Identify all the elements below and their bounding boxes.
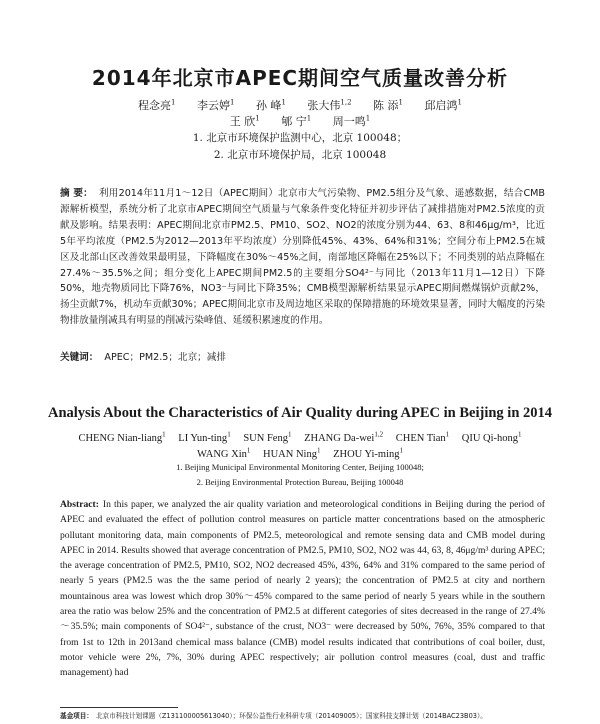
author-name: SUN Feng$^1$ bbox=[243, 430, 292, 444]
english-abstract-text: In this paper, we analyzed the air quality variation and meteorological conditions in Beijing during the period of APEC and evaluated the effect of pollution control measures on particle matter concentrations based on the atmospheric pollutant monitoring data, main components of PM2.5, meteorological and remote sensing data and CMB model during APEC in 2014. Results showed that average concentration of PM2.5, PM10, SO2, NO2 was 44, 63, 8, 46μg/m³ during APEC; the average concentration of PM2.5, PM10, SO2, NO2 decreased 45%, 43%, 64% and 31% compared to the same period of nearly 5 years (PM2.5 was the the same period of nearly 2 years); the concentration of PM2.5 at city and northern mountainous area was lowest which drop 30%～45% compared to the same period of nearly 5 years while in the southern area the ratio was below 25% and the concentration of PM2.5 at different categories of sites decreased in the range of 27.4%～35.5%; main components of SO4²⁻, substance of the crust, NO3⁻ were decreased by 50%, 76%, 35% compared to that from 1st to 12th in 2013and chemical mass balance (CMB) model results indicated that contributions of coal boiler, dust, motor vehicle were 2%, 7%, 30% during APEC respectively; air pollution control measures (coal, dust and traffic management) had bbox=[60, 499, 545, 679]
chinese-abstract bbox=[60, 186, 545, 329]
chinese-title: 2014年北京市APEC期间空气质量改善分析 bbox=[91, 66, 509, 90]
english-title: Analysis About the Characteristics of Air Quality during APEC in Beijing in 2014 bbox=[47, 405, 553, 421]
footnote-divider bbox=[60, 707, 178, 708]
chinese-affiliation-2: 2. 北京市环境保护局，北京 100048 bbox=[213, 149, 387, 161]
author-name: WANG Xin$^1$ bbox=[197, 446, 251, 460]
chinese-authors-line-1 bbox=[0, 97, 600, 113]
funding-text: 北京市科技计划课题（Z131100005613040）；环保公益性行业科研专项（201409005）；国家科技支撑计划（2014BAC23B03）。 bbox=[95, 712, 487, 720]
author-name: 孙 峰$^1$ bbox=[255, 98, 286, 112]
author-name: ZHANG Da-wei$^{1,2}$ bbox=[304, 430, 384, 444]
chinese-keywords bbox=[60, 349, 226, 363]
chinese-keywords-label: 关键词： bbox=[60, 352, 99, 363]
chinese-abstract-label: 摘 要： bbox=[60, 188, 93, 199]
author-name: HUAN Ning$^1$ bbox=[263, 446, 321, 460]
author-name: 郇 宁$^1$ bbox=[281, 114, 312, 128]
author-name: 陈 添$^1$ bbox=[373, 98, 404, 112]
author-name: 李云婷$^1$ bbox=[196, 98, 235, 112]
author-name: LI Yun-ting$^1$ bbox=[178, 430, 231, 444]
chinese-abstract-text: 利用2014年11月1～12日（APEC期间）北京市大气污染物、PM2.5组分及气象、遥感数据，结合CMB源解析模型，系统分析了北京市APEC期间空气质量与气象条件变化特征并初步评估了减排措施对PM2.5浓度的贡献及影响。结果表明：APEC期间北京市PM2.5、PM10、SO2、NO2的浓度分别为44、63、8和46μg/m³，比近5年平均浓度（PM2.5为2012—2013年平均浓度）分别降低45%、43%、64%和31%；空间分布上PM2.5在城区及北部山区改善效果最明显，下降幅度在30%～45%之间，南部地区降幅在25%以下；不同类别的站点降幅在27.4%～35.5%之间；组分变化上APEC期间PM2.5的主要组分SO4²⁻与同比（2013年11月1—12日）下降50%，地壳物质同比下降76%，NO3⁻与同比下降35%；CMB模型源解析结果显示APEC期间燃煤锅炉贡献2%，扬尘贡献7%，机动车贡献30%；APEC期间北京市及周边地区采取的保障措施的环境效果显著，同时大幅度的污染物排放量削减具有明显的削减污染峰值、延缓积累速度的作用。 bbox=[60, 188, 546, 327]
chinese-affiliation-1: 1. 北京市环境保护监测中心，北京 100048； bbox=[192, 132, 408, 144]
english-authors-line-2 bbox=[0, 446, 600, 460]
author-name: 周一鸣$^1$ bbox=[332, 114, 371, 128]
english-affiliation-2: 2. Beijing Environmental Protection Bureau, Beijing 100048 bbox=[196, 477, 404, 487]
english-authors-line-1 bbox=[0, 430, 600, 444]
chinese-authors-line-2 bbox=[0, 113, 600, 129]
author-name: QIU Qi-hong$^1$ bbox=[461, 430, 522, 444]
author-name: 张大伟$^{1,2}$ bbox=[307, 98, 352, 112]
english-abstract bbox=[60, 497, 545, 681]
chinese-keywords-text: APEC；PM2.5；北京；减排 bbox=[104, 352, 226, 363]
author-name: CHEN Tian$^1$ bbox=[395, 430, 450, 444]
funding-label: 基金项目： bbox=[60, 712, 93, 720]
english-abstract-label: Abstract: bbox=[60, 499, 99, 510]
english-affiliation-1: 1. Beijing Municipal Environmental Monitoring Center, Beijing 100048; bbox=[176, 462, 424, 472]
author-name: CHENG Nian-liang$^1$ bbox=[78, 430, 166, 444]
author-name: ZHOU Yi-ming$^1$ bbox=[333, 446, 403, 460]
author-name: 王 欣$^1$ bbox=[229, 114, 260, 128]
author-name: 程念亮$^1$ bbox=[138, 98, 176, 112]
funding-footnote bbox=[60, 712, 545, 721]
author-name: 邱启鸿$^1$ bbox=[424, 98, 462, 112]
